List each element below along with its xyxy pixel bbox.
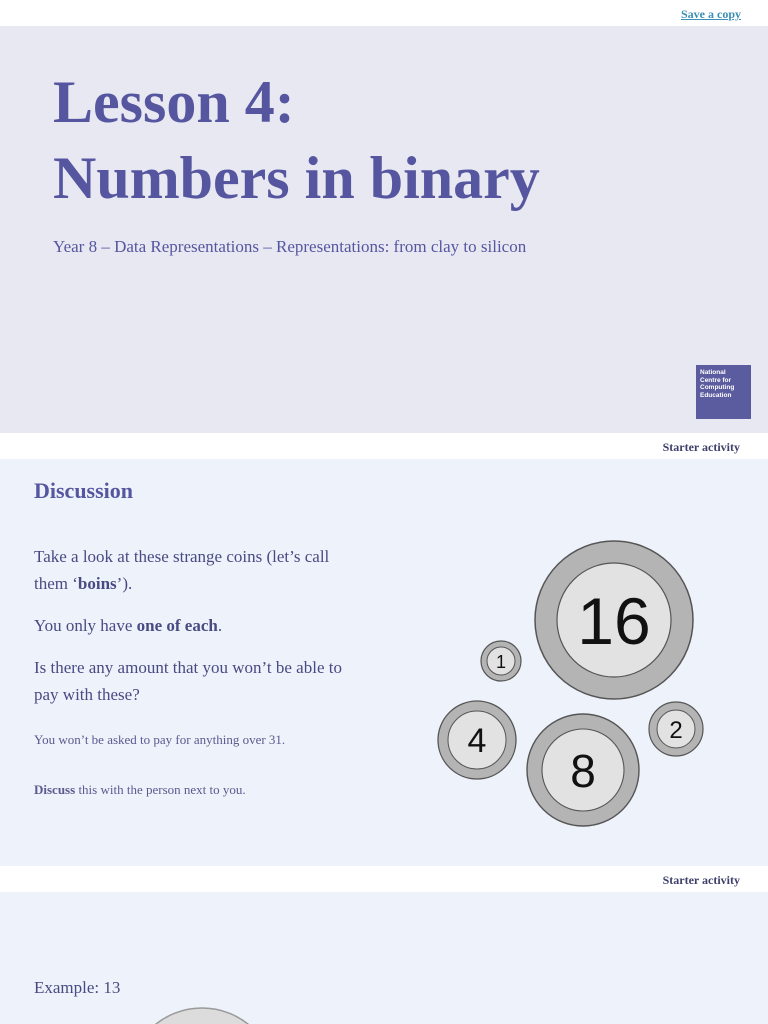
section-label: Starter activity — [662, 440, 740, 454]
bold-text: Discuss — [34, 782, 76, 797]
example-slide — [0, 892, 768, 1024]
top-bar — [0, 0, 768, 26]
discuss-instruction — [34, 782, 246, 798]
coin-4 — [438, 701, 516, 779]
discussion-slide — [0, 459, 768, 866]
coin-8-label: 8 — [570, 745, 596, 797]
slide-header-strip — [0, 433, 768, 459]
title-line-1: Lesson 4: — [53, 69, 295, 135]
coin-1 — [481, 641, 521, 681]
question-text: Is there any amount that you won’t be able to pay with these? — [34, 658, 342, 704]
one-of-each-text — [34, 612, 354, 639]
coin-4-label: 4 — [467, 722, 487, 760]
coin-2-label: 2 — [669, 717, 683, 744]
logo-line-4: Education — [700, 391, 732, 399]
coin-2 — [649, 702, 703, 756]
title-line-2: Numbers in binary — [53, 145, 540, 211]
title-slide — [0, 26, 768, 433]
slide-heading: Discussion — [34, 478, 134, 503]
lesson-subtitle: Year 8 – Data Representations – Representations: from clay to silicon — [53, 237, 527, 256]
text-part: You only have — [34, 616, 137, 635]
coin-1-label: 1 — [495, 652, 507, 672]
lesson-title — [53, 64, 540, 216]
section-label: Starter activity — [662, 873, 740, 887]
bold-text: one of each — [136, 616, 218, 635]
coin-partial — [130, 1006, 270, 1024]
slide-header-strip — [0, 866, 768, 892]
text-part: this with the person next to you. — [75, 782, 246, 797]
save-copy-link[interactable]: Save a copy — [681, 7, 741, 21]
hint-text: You won’t be asked to pay for anything over 31. — [34, 732, 286, 747]
coins-intro-text — [34, 543, 354, 597]
text-part: Take a look at these strange coins (let’s call them ‘ — [34, 547, 330, 593]
logo-line-3: Computing — [700, 384, 735, 391]
text-part: . — [217, 616, 223, 635]
text-part: ’). — [116, 574, 133, 593]
bold-text: boins — [77, 574, 117, 593]
example-label: Example: 13 — [34, 978, 121, 997]
ncce-logo — [696, 365, 751, 419]
coin-16 — [535, 541, 693, 699]
boins-illustration — [430, 534, 720, 834]
coin-16-label: 16 — [577, 584, 651, 658]
coin-8 — [527, 714, 639, 826]
logo-line-1: National — [700, 369, 726, 376]
logo-line-2: Centre for — [700, 376, 732, 384]
